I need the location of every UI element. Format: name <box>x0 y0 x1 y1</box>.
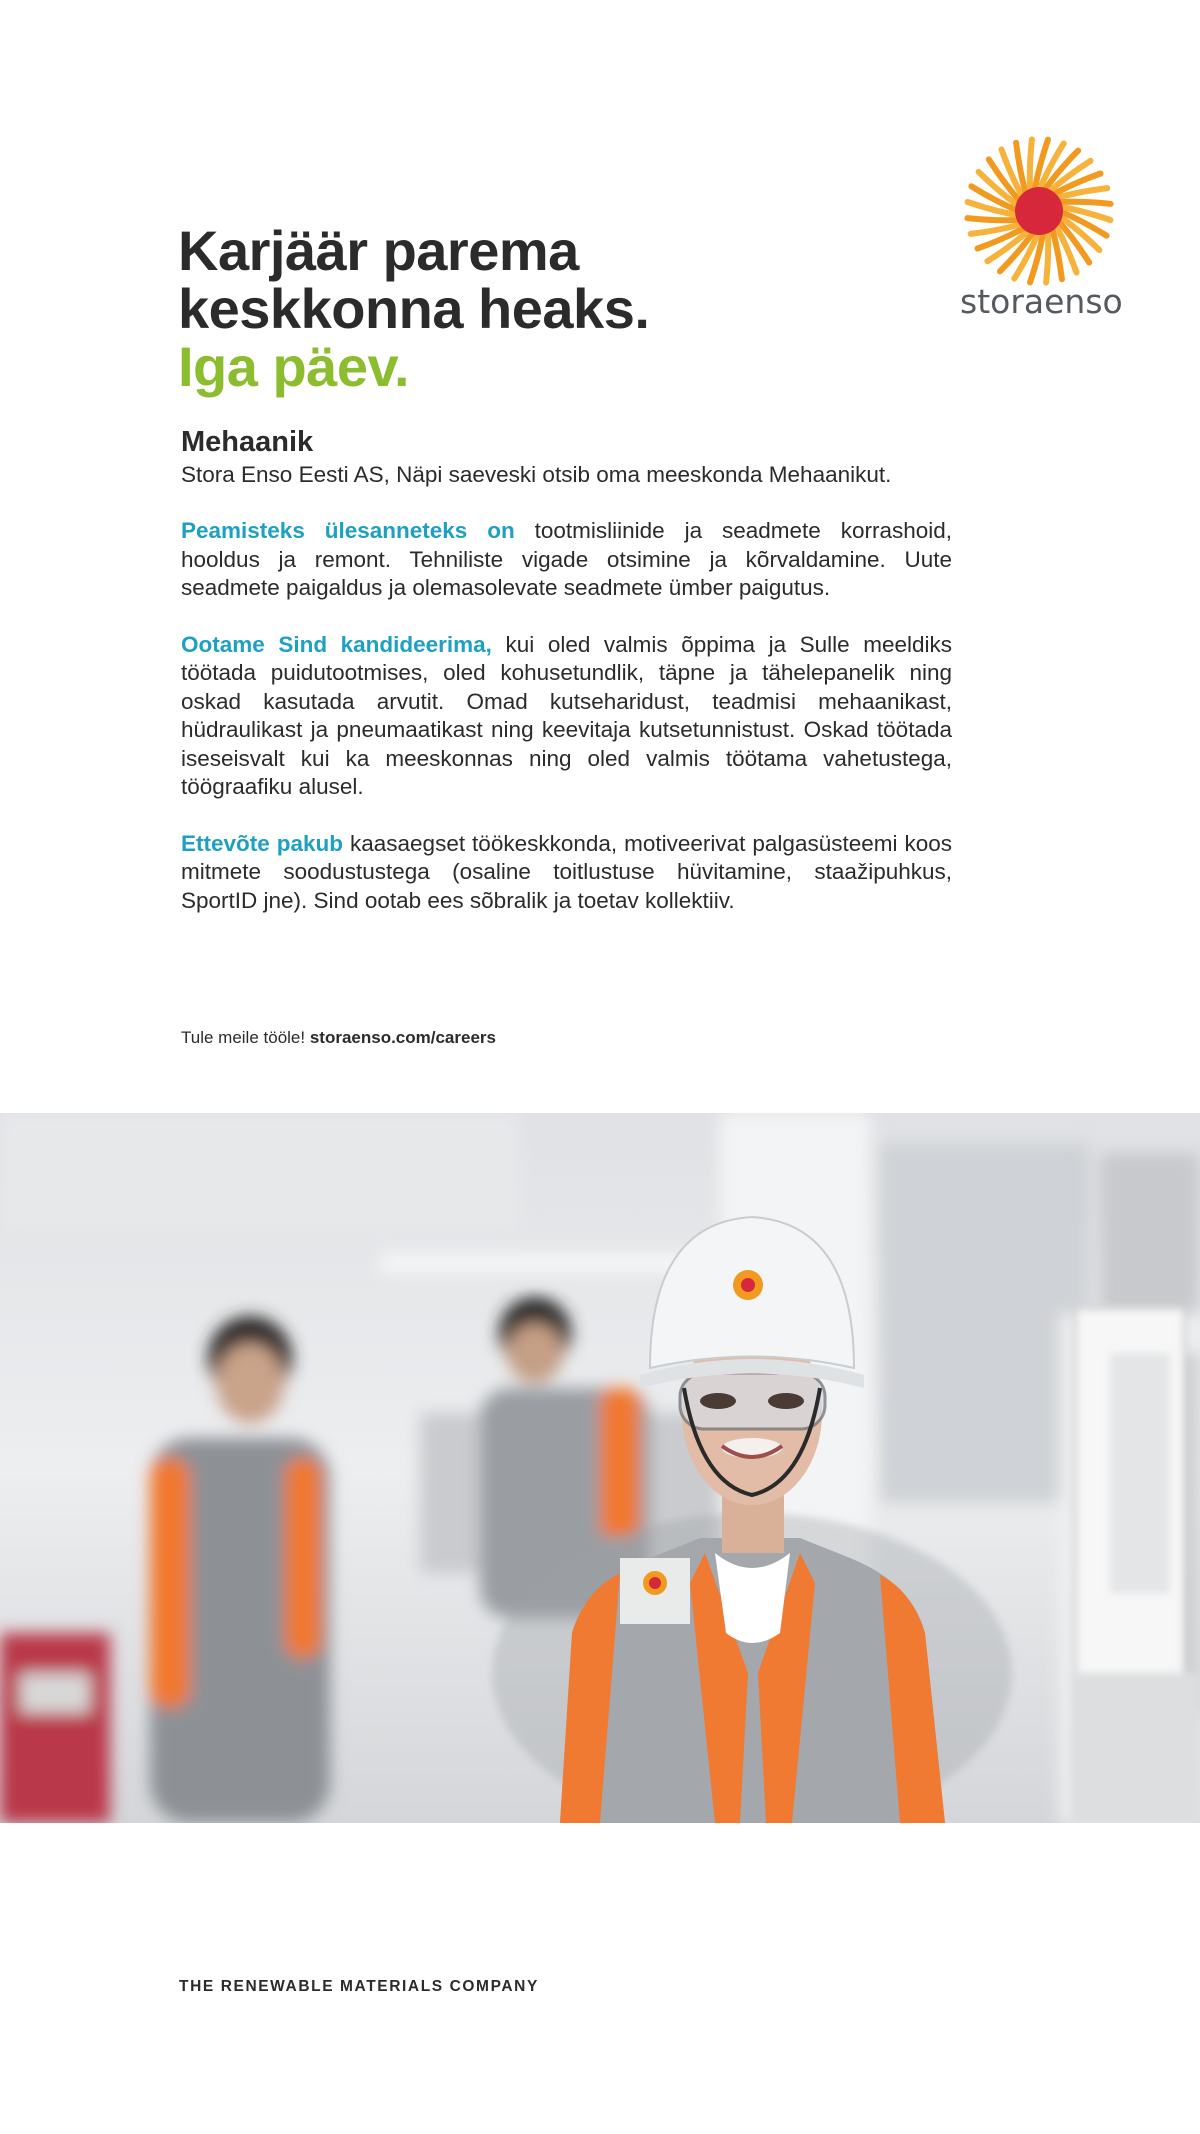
logo-wordmark: storaenso <box>960 282 1123 321</box>
headline <box>178 219 650 398</box>
footer-tagline: THE RENEWABLE MATERIALS COMPANY <box>179 1978 539 1995</box>
headline-line-1: Karjäär parema <box>178 219 579 282</box>
headline-line-2: keskkonna heaks. <box>178 277 650 340</box>
candidate-lead: Ootame Sind kandideerima, <box>181 631 492 657</box>
sunburst-center <box>1015 187 1063 235</box>
sunburst-ray <box>967 218 1021 220</box>
offer-text: kaasaegset töökeskkonda, motiveerivat palgasüsteemi koos mitmete soodustustega (osaline toitlustuse hüvitamine, staažipuhkus, SportID jne). Sind ootab ees sõbralik ja toetav kollektiiv. <box>181 830 952 913</box>
job-ad-content <box>181 425 952 915</box>
sunburst-ray <box>1057 202 1111 204</box>
careers-link[interactable]: storaenso.com/careers <box>309 1028 496 1047</box>
tasks-paragraph <box>181 517 952 603</box>
worker-photo-illustration <box>0 1113 1200 1823</box>
call-to-action <box>181 1026 496 1050</box>
candidate-text: kui oled valmis õppima ja Sulle meeldiks töötada puidutootmises, oled kohusetundlik, täpne ja tähelepanelik ning oskad kasutada arvutit. Omad kutseharidust, teadmisi mehaanikast, hüdraulikast ja pneumaatikast ning keevitaja kutsetunnistust. Oskad töötada iseseisvalt kui ka meeskonnas ning oled valmis töötama vahetustega, töögraafiku alusel. <box>181 631 953 799</box>
job-title: Mehaanik <box>181 426 314 458</box>
cta-text: Tule meile tööle! <box>181 1028 310 1047</box>
candidate-paragraph <box>181 631 952 802</box>
sunburst-ray <box>1046 229 1048 283</box>
tasks-text: tootmisliinide ja seadmete korrashoid, hooldus ja remont. Tehniliste vigade otsimine ja kõrvaldamine. Uute seadmete paigaldus ja olemasolevate seadmete ümber paigutus. <box>181 518 952 600</box>
sun-burst-logo-icon <box>960 136 1118 286</box>
worker-photo <box>0 1113 1200 1823</box>
headline-line-3: Iga päev. <box>178 335 410 398</box>
job-intro: Stora Enso Eesti AS, Näpi saeveski otsib oma meeskonda Mehaanikut. <box>181 462 892 487</box>
stora-enso-logo <box>960 136 1123 326</box>
sunburst-ray <box>1030 139 1032 193</box>
offer-lead: Ettevõte pakub <box>181 830 344 856</box>
tasks-lead: Peamisteks ülesanneteks on <box>181 518 515 543</box>
offer-paragraph <box>181 830 952 916</box>
